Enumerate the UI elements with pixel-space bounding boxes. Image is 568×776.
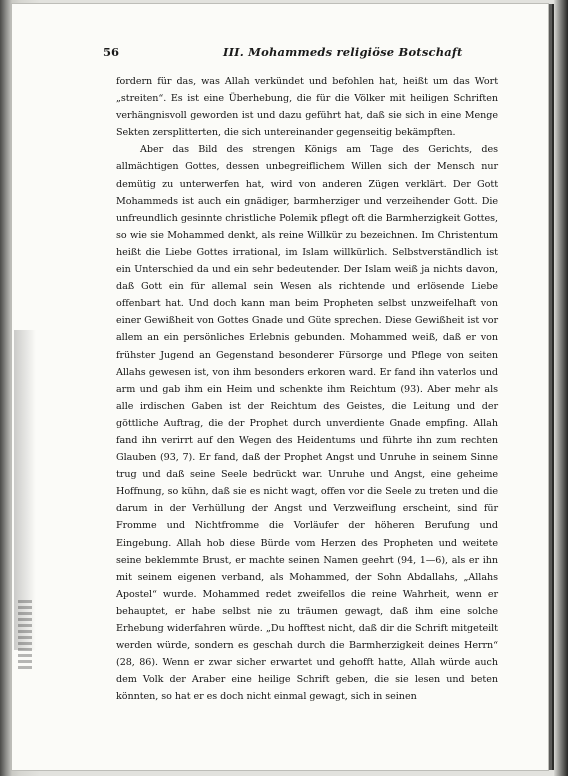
paragraph: Aber das Bild des strengen Königs am Tage des Gerichts, des allmächtigen Gottes, dessen unbegreiflichem Willen sich der Mensch nur demütig zu unterwerfen hat, wird von anderen Zügen verklärt. Der Gott Mohammeds ist auch ein gnädiger, barmherziger und verzeihender Gott. Die unfreundlich gesinnte christliche Polemik pflegt oft die Barmherzigkeit Gottes, so wie sie Mohammed denkt, als reine Willkür zu bezeichnen. Im Christentum heißt die Liebe Gottes irrational, im Islam willkürlich. Selbstverständlich ist ein Unterschied da und ein sehr bedeutender. Der Islam weiß ja nichts davon, daß Gott ein für allemal sein Wesen als richtende und erlösende Liebe offenbart hat. Und doch kann man beim Propheten selbst unzweifelhaft von einer Gewißheit von Gottes Gnade und Güte sprechen. Diese Gewißheit ist vor allem an ein persönliches Erlebnis gebunden. Mohammed weiß, daß er von frühster Jugend an Gegenstand besonderer Fürsorge und Pflege von seiten Allahs gewesen ist, von ihm besonders erkoren ward. Er fand ihn vaterlos und arm und gab ihm ein Heim und schenkte ihm Reichtum (93). Aber mehr als alle irdischen Gaben ist der Reichtum des Geistes, die Leitung und der göttliche Auftrag, die der Prophet durch unverdiente Gnade empfing. Allah fand ihn verirrt auf den Wegen des Heidentums und führte ihn zum rechten Glauben (93, 7). Er fand, daß der Prophet Angst und Unruhe in seinem Sinne trug und daß seine Seele bedrückt war. Unruhe und Angst, eine geheime Hoffnung, so kühn, daß sie es nicht wagt, offen vor die Seele zu treten und die darum in der Verhüllung der Angst und Verzweiflung erscheint, sind für Fromme und Nichtfromme die Vorläufer der höheren Berufung und Eingebung. Allah hob diese Bürde vom Herzen des Propheten und weitete seine beklemmte Brust, er machte seinen Namen geehrt (94, 1—6), als er ihn mit seinem eigenen verband, als Mohammed, der Sohn Abdallahs, „Allahs Apostel“ wurde. Mohammed redet zweifellos die reine Wahrheit, wenn er behauptet, er habe selbst nie zu träumen gewagt, daß ihm eine solche Erhebung widerfahren würde. „Du hofftest nicht, daß dir die Schrift mitgeteilt werden würde, sondern es geschah durch die Barmherzigkeit deines Herrn“ (28, 86). Wenn er zwar sicher erwartet und gehofft hatte, Allah würde auch dem Volk der Araber eine heilige Schrift geben, die sie lesen und beten könnten, so hat er es doch nicht einmal gewagt, sich in seinen bbox=[116, 144, 498, 703]
paragraph-continued: fordern für das, was Allah verkündet und befohlen hat, heißt um das Wort „streiten“. Es ist eine Überhebung, die für die Völker mit heiligen Schriften verhängnisvoll geworden ist und dazu geführt hat, daß sie sich in eine Menge Sekten zersplitterten, die sich untereinander gegenseitig bekämpften. bbox=[116, 76, 498, 139]
body-text bbox=[116, 73, 498, 705]
running-title: III. Mohammeds religiöse Botschaft bbox=[223, 45, 463, 59]
show-through-mark bbox=[18, 600, 32, 670]
page-header bbox=[103, 45, 503, 63]
page-number: 56 bbox=[103, 45, 120, 59]
page-edge-shadow bbox=[554, 0, 568, 776]
